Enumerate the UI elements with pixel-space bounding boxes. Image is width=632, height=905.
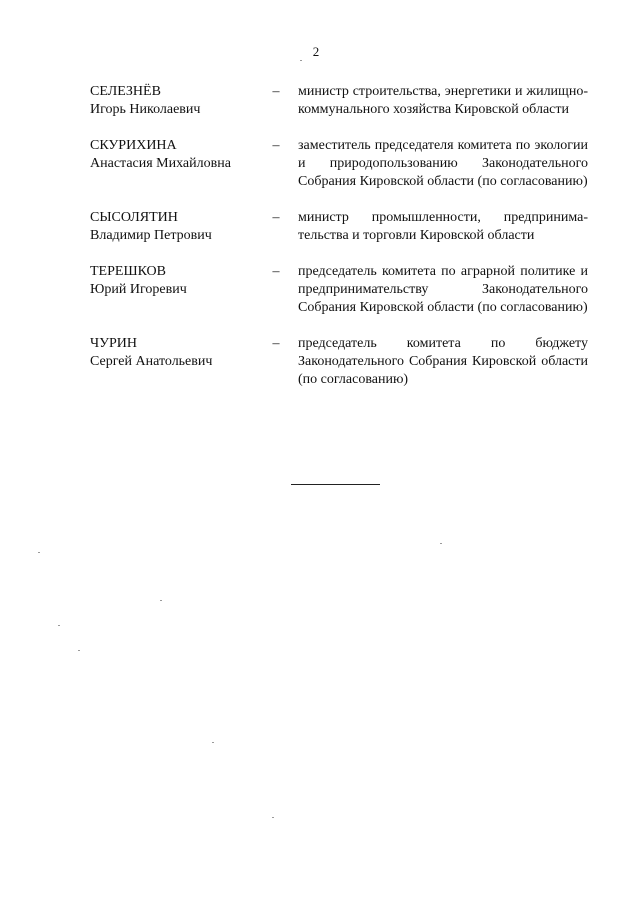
member-separator: – xyxy=(272,336,280,351)
member-role: министр строительства, энергетики и жилищно-коммунального хозяйства Кировской области xyxy=(298,84,588,117)
scan-speck xyxy=(58,625,60,626)
scan-speck xyxy=(300,60,302,61)
member-role: министр промышленности, предпринимательства и торговли Кировской области xyxy=(298,210,588,243)
member-entry xyxy=(90,335,588,389)
end-of-list-rule xyxy=(291,484,380,485)
member-name xyxy=(90,335,270,371)
member-name xyxy=(90,263,270,299)
member-entry xyxy=(90,83,588,119)
member-role: заместитель председателя комитета по экологии и природопользованию Законодательного Собрания Кировской области (по согласованию) xyxy=(298,138,588,189)
member-role: председатель комитета по бюджету Законодательного Собрания Кировской области (по согласованию) xyxy=(298,336,588,387)
member-surname: СЫСОЛЯТИН xyxy=(90,210,178,225)
member-given-names: Анастасия Михайловна xyxy=(90,156,231,171)
member-surname: ЧУРИН xyxy=(90,336,138,351)
scan-speck xyxy=(38,552,40,553)
page-number: 2 xyxy=(312,44,320,59)
member-separator: – xyxy=(272,210,280,225)
member-role: председатель комитета по аграрной политике и предпринимательству Законодательного Собрания Кировской области (по согласованию) xyxy=(298,264,588,315)
member-entry xyxy=(90,209,588,245)
member-given-names: Игорь Николаевич xyxy=(90,102,201,117)
member-separator: – xyxy=(272,264,280,279)
member-entry xyxy=(90,137,588,191)
member-separator: – xyxy=(272,84,280,99)
member-name xyxy=(90,83,270,119)
members-list xyxy=(90,83,588,389)
member-surname: СЕЛЕЗНЁВ xyxy=(90,84,161,99)
scan-speck xyxy=(160,600,162,601)
member-given-names: Юрий Игоревич xyxy=(90,282,187,297)
scan-speck xyxy=(212,742,214,743)
member-given-names: Сергей Анатольевич xyxy=(90,354,213,369)
scan-speck xyxy=(272,817,274,818)
member-name xyxy=(90,209,270,245)
scan-speck xyxy=(78,650,80,651)
member-entry xyxy=(90,263,588,317)
scan-speck xyxy=(440,543,442,544)
member-given-names: Владимир Петрович xyxy=(90,228,212,243)
member-separator: – xyxy=(272,138,280,153)
member-name xyxy=(90,137,270,173)
member-surname: СКУРИХИНА xyxy=(90,138,177,153)
member-surname: ТЕРЕШКОВ xyxy=(90,264,167,279)
